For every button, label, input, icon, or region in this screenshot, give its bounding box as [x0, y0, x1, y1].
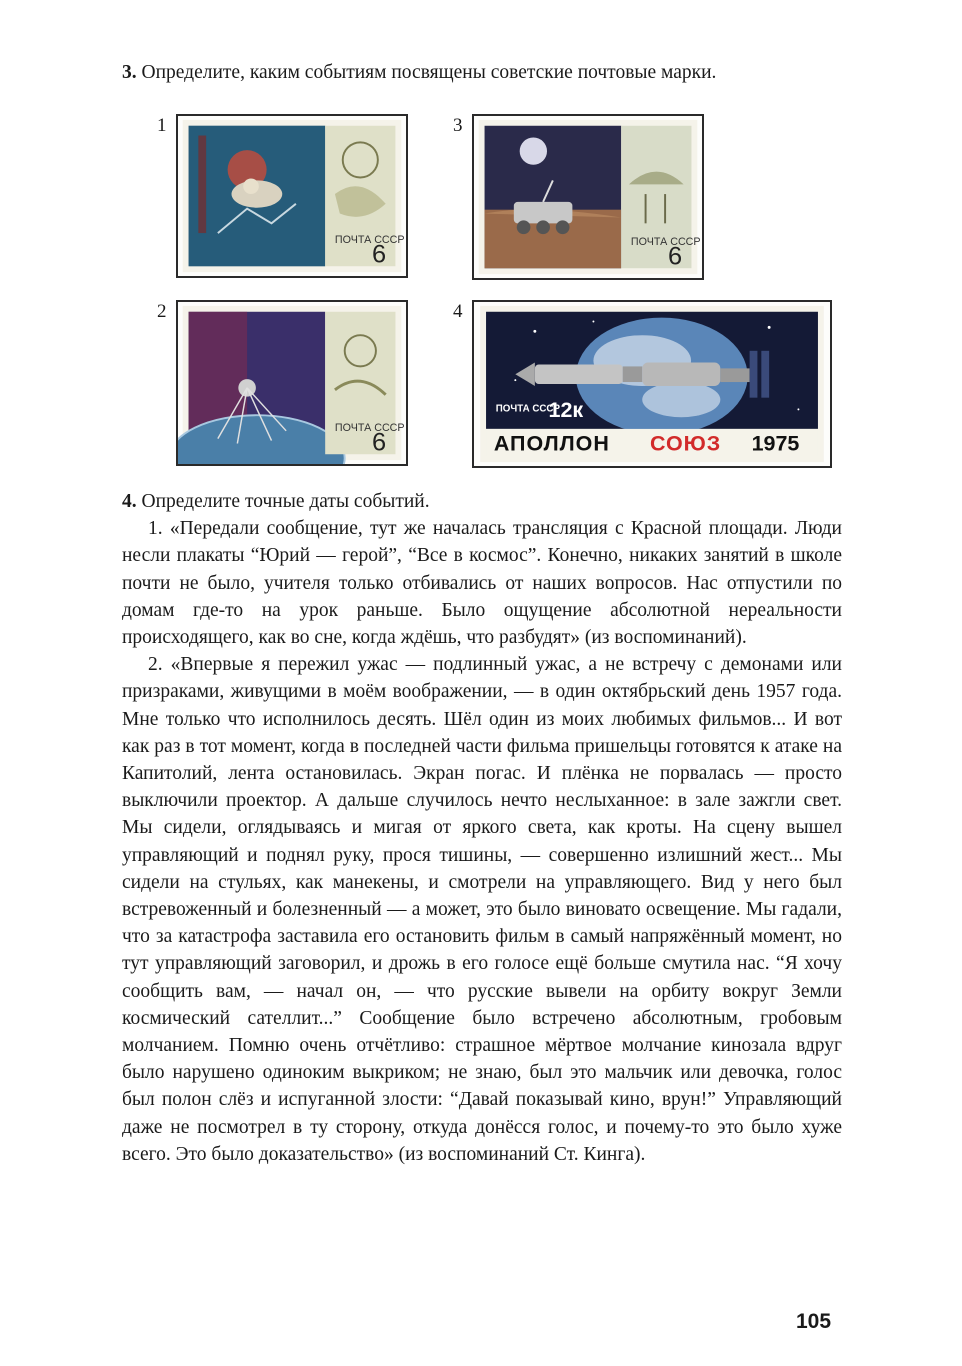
stamp-4-apollo-soyuz [472, 300, 832, 468]
stamp-4-caption-year: 1975 [751, 431, 800, 456]
task-3-heading [122, 58, 842, 88]
task-4-number: 4. [122, 491, 137, 512]
stamp-2-value: 6 [372, 428, 387, 457]
stamp-1-label: 1 [157, 115, 167, 136]
stamp-4-label: 4 [453, 301, 463, 322]
stamp-2-image [178, 302, 406, 464]
stamp-3-lunar-rover [472, 114, 704, 280]
quote-1: 1. «Передали сообщение, тут же началась трансляция с Красной площади. Люди несли плакаты “Юрий — герой”, “Все в космос”. Конечно, никаких занятий в школе почти не было, учителя только отбивались от наших вопросов. Нас отпустили по домам где-то на урок раньше. Было ощущение абсолютной нереальности происходящего, как во сне, когда ждёшь, что разбудят» (из воспоминаний). [122, 518, 842, 649]
task-3-text: Определите, каким событиям посвящены советские почтовые марки. [141, 62, 717, 83]
stamp-2-sputnik [176, 300, 408, 466]
stamp-3-image [474, 116, 702, 278]
stamp-2-label: 2 [157, 301, 167, 322]
task-4-heading [122, 488, 842, 515]
stamp-1-cosmonaut-spacewalk [176, 114, 408, 278]
stamp-3-label: 3 [453, 115, 463, 136]
stamp-3-value: 6 [668, 242, 683, 271]
stamp-4-caption-soyuz: СОЮЗ [650, 431, 722, 456]
stamp-4-inscription: ПОЧТА СССР [495, 403, 560, 415]
stamp-4-caption-apollo: АПОЛЛОН [493, 431, 610, 456]
stamp-4-value: 12к [548, 398, 584, 423]
task-4-text: Определите точные даты событий. [141, 491, 430, 512]
quote-2: 2. «Впервые я пережил ужас — подлинный ужас, а не встречу с демонами или призраками, живущими в моём воображении, — в один октябрьский день 1957 года. Мне только что исполнилось десять. Шёл один из моих любимых фильмов... И вот как раз в тот момент, когда в последней части фильма пришельцы готовятся к атаке на Капитолий, лента остановилась. Экран погас. И плёнка не порвалась — просто выключили проектор. А дальше случилось нечто неслыханное: в зале зажгли свет. Мы сидели, оглядываясь и мигая от яркого света, как кроты. На сцену вышел управляющий и поднял руку, прося тишины, — совершенно излишний жест... Мы сидели на стульях, как манекены, и смотрели на управляющего. Вид у него был встревоженный и болезненный — а может, это было виновато освещение. Мы гадали, что за катастрофа заставила его остановить фильм в самый напряжённый момент, но тут управляющий заговорил, и дрожь в его голосе ещё больше смутила нас. “Я хочу сообщить вам, — начал он, — что русские вывели на орбиту вокруг Земли космический сателлит...” Сообщение было встречено абсолютным, гробовым молчанием. Помню очень отчётливо: страшное мёртвое молчание кинозала вдруг было нарушено одиноким выкриком; не знаю, был это мальчик или девочка, голос был полон слёз и испуганной злости: “Давай показывай кино, врун!” Управляющий даже не посмотрел в ту сторону, откуда донёсся голос, и почему-то это было хуже всего. Это было доказательство» (из воспоминаний Ст. Кинга). [122, 654, 842, 1165]
stamp-2-inscription: ПОЧТА СССР [334, 421, 405, 434]
stamp-1-inscription: ПОЧТА СССР [334, 233, 405, 246]
stamp-1-image [178, 116, 406, 276]
task-4-section [122, 488, 842, 1168]
task-3-number: 3. [122, 62, 137, 83]
stamp-1-value: 6 [372, 240, 387, 269]
page-number: 105 [796, 1310, 832, 1333]
stamp-3-inscription: ПОЧТА СССР [630, 235, 701, 248]
stamp-4-image [474, 302, 830, 466]
